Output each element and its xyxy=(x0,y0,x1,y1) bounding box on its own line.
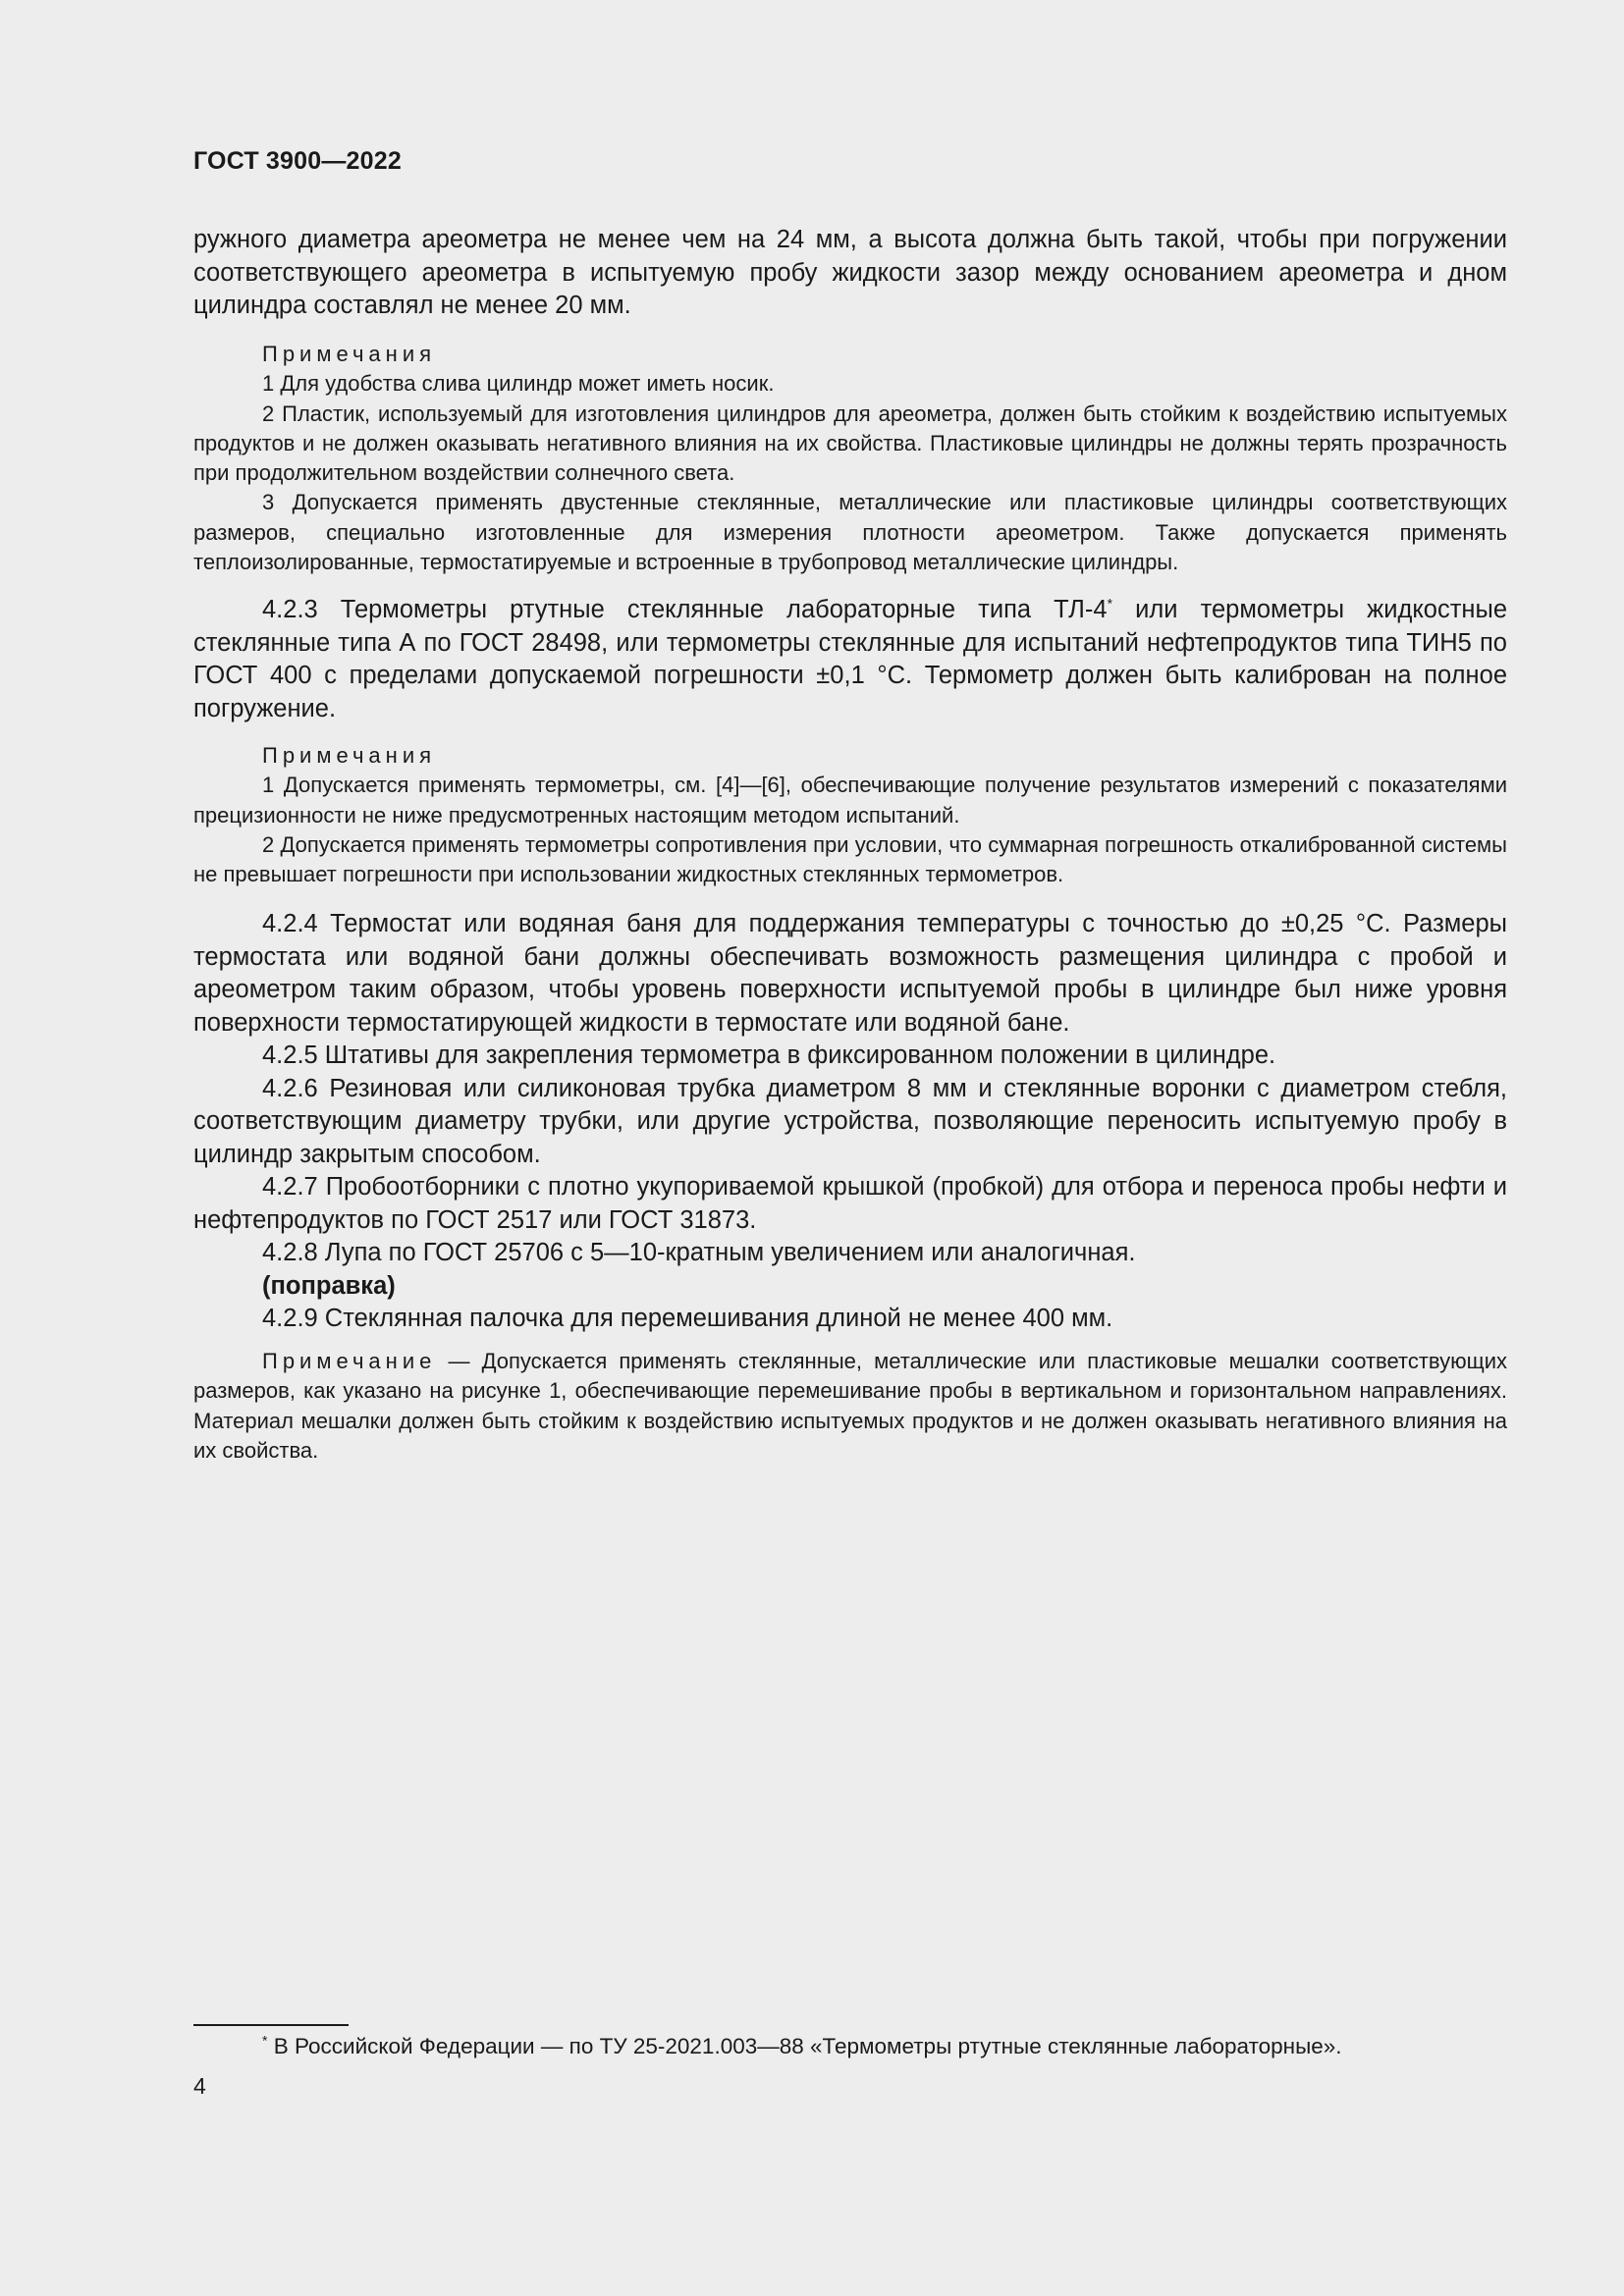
notes-block-1 xyxy=(193,340,1507,577)
notes-2-item-1: 1 Допускается применять термометры, см. [4]—[6], обеспечивающие получение результатов измерений с показателями прецизионности не ниже предусмотренных настоящим методом испытаний. xyxy=(193,773,1507,828)
notes-2-title: Примечания xyxy=(262,743,437,768)
footnote-reference: * xyxy=(1107,595,1113,612)
notes-2-item-2: 2 Допускается применять термометры сопротивления при условии, что суммарная погрешность откалиброванной системы не превышает погрешности при использовании жидкостных стеклянных термометров. xyxy=(193,831,1507,887)
item-4-2-4: 4.2.4 Термостат или водяная баня для поддержания температуры с точностью до ±0,25 °С. Размеры термостата или водяной бани должны обеспечивать возможность размещения цилиндра с пробой и ареометром таким образом, чтобы уровень поверхности испытуемой пробы в цилиндре был ниже уровня поверхности термостатирующей жидкости в термостате или водяной бане. xyxy=(193,910,1507,1037)
footnote-text: В Российской Федерации — по ТУ 25-2021.003—88 «Термометры ртутные стеклянные лабораторные». xyxy=(267,2034,1342,2058)
footnote-mark: * xyxy=(262,2032,268,2049)
continuation-paragraph xyxy=(193,224,1507,323)
notes-1-title: Примечания xyxy=(262,342,437,366)
item-4-2-9: 4.2.9 Стеклянная палочка для перемешивания длиной не менее 400 мм. xyxy=(262,1305,1113,1332)
amendment-label: (поправка) xyxy=(262,1271,396,1300)
items-block xyxy=(193,908,1507,1336)
note-3-body: Допускается применять стеклянные, металлические или пластиковые мешалки соответствующих размеров, как указано на рисунке 1, обеспечивающие перемешивание пробы в вертикальном и горизонтальном направлениях. Материал мешалки должен быть стойким к воздействию испытуемых продуктов и не должен оказывать негативного влияния на их свойства. xyxy=(193,1349,1507,1463)
item-4-2-3-text xyxy=(193,594,1507,725)
continuation-text: ружного диаметра ареометра не менее чем на 24 мм, а высота должна быть такой, чтобы при погружении соответствующего ареометра в испытуемую пробу жидкости зазор между основанием ареометра и дном цилиндра составлял не менее 20 мм. xyxy=(193,226,1507,319)
item-4-2-7: 4.2.7 Пробоотборники с плотно укупориваемой крышкой (пробкой) для отбора и переноса пробы нефти и нефтепродуктов по ГОСТ 2517 или ГОСТ 31873. xyxy=(193,1173,1507,1234)
item-4-2-5: 4.2.5 Штативы для закрепления термометра в фиксированном положении в цилиндре. xyxy=(262,1041,1276,1069)
notes-1-item-1: 1 Для удобства слива цилиндр может иметь носик. xyxy=(262,371,775,397)
document-page xyxy=(193,0,1507,2296)
notes-1-item-3: 3 Допускается применять двустенные стеклянные, металлические или пластиковые цилиндры соответствующих размеров, специально изготовленные для измерения плотности ареометром. Также допускается применять теплоизолированные, термостатируемые и встроенные в трубопровод металлические цилиндры. xyxy=(193,490,1507,575)
document-header: ГОСТ 3900—2022 xyxy=(193,147,402,175)
item-4-2-3 xyxy=(193,594,1507,725)
notes-block-2 xyxy=(193,741,1507,889)
note-3-text xyxy=(193,1347,1507,1466)
notes-1-item-2: 2 Пластик, используемый для изготовления цилиндров для ареометра, должен быть стойким к воздействию испытуемых продуктов и не должен оказывать негативного влияния на их свойства. Пластиковые цилиндры не должны терять прозрачность при продолжительном воздействии солнечного света. xyxy=(193,400,1507,486)
item-4-2-8: 4.2.8 Лупа по ГОСТ 25706 с 5—10-кратным увеличением или аналогичная. xyxy=(262,1239,1136,1266)
item-4-2-6: 4.2.6 Резиновая или силиконовая трубка диаметром 8 мм и стеклянные воронки с диаметром стебля, соответствующим диаметру трубки, или другие устройства, позволяющие переносить испытуемую пробу в цилиндр закрытым способом. xyxy=(193,1074,1507,1168)
note-3-title: Примечание xyxy=(262,1349,437,1373)
item-4-2-3-rest: или термометры жидкостные стеклянные типа А по ГОСТ 28498, или термометры стеклянные для испытаний нефтепродуктов типа ТИН5 по ГОСТ 400 с пределами допускаемой погрешности ±0,1 °С. Термометр должен быть калиброван на полное погружение. xyxy=(193,596,1508,722)
note-3-dash: — xyxy=(436,1349,482,1373)
note-block-3 xyxy=(193,1347,1507,1466)
page-number: 4 xyxy=(193,2073,206,2099)
footnote xyxy=(262,2032,1342,2061)
item-4-2-3-lead: 4.2.3 Термометры ртутные стеклянные лабораторные типа ТЛ-4 xyxy=(262,596,1108,623)
footnote-separator xyxy=(193,2024,349,2026)
